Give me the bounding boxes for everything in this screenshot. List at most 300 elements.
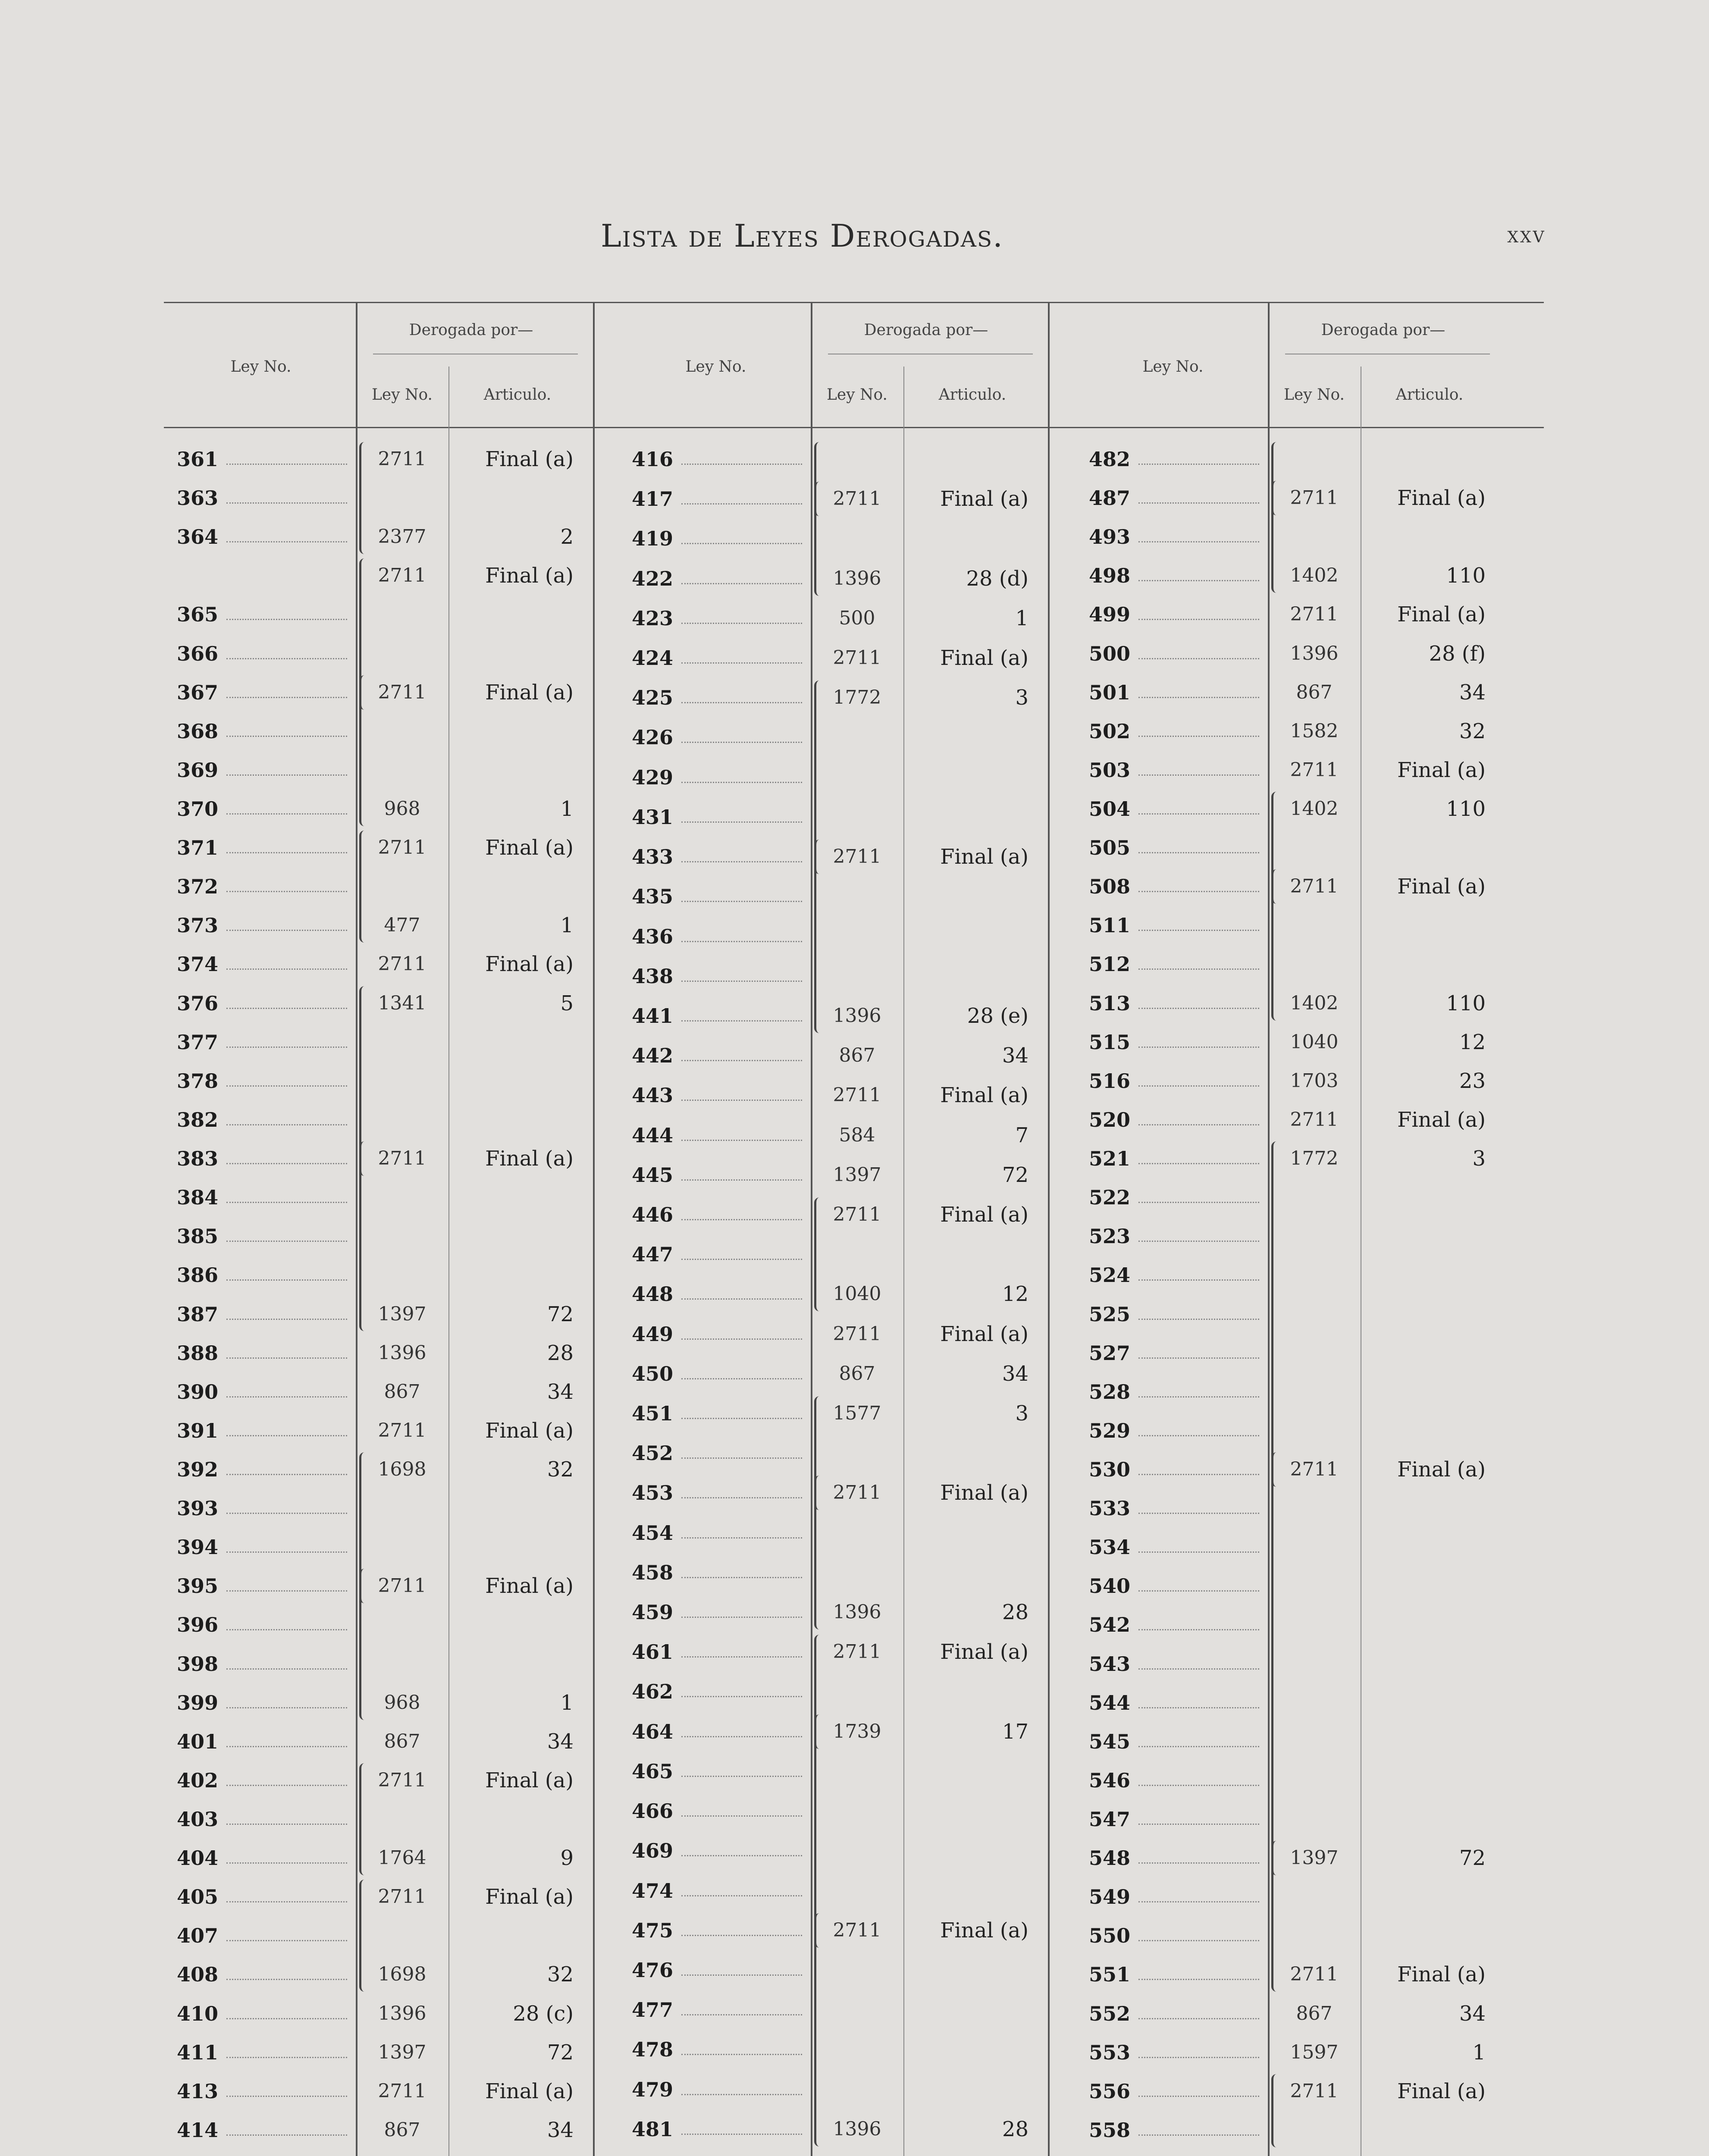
ley-number: 361 bbox=[177, 448, 219, 471]
ley-number: 419 bbox=[632, 527, 674, 551]
dot-leader bbox=[226, 1551, 347, 1553]
ley-number: 508 bbox=[1089, 875, 1131, 899]
dot-leader bbox=[1138, 1396, 1259, 1398]
ley-number: 378 bbox=[177, 1069, 219, 1093]
dot-leader bbox=[1138, 1707, 1259, 1708]
ley-number: 401 bbox=[177, 1730, 219, 1753]
ley-number: 373 bbox=[177, 914, 219, 937]
dot-leader bbox=[681, 543, 802, 544]
ley-number: 512 bbox=[1089, 953, 1131, 976]
derogating-ley: 500 bbox=[839, 607, 875, 629]
derogating-ley: 2711 bbox=[1290, 2080, 1339, 2102]
dot-leader bbox=[226, 1008, 347, 1009]
derogating-ley: 1402 bbox=[1290, 564, 1339, 587]
ley-number: 482 bbox=[1089, 448, 1131, 471]
articulo-value: 34 bbox=[1459, 2001, 1486, 2026]
dot-leader bbox=[1138, 2057, 1259, 2058]
ley-number: 450 bbox=[632, 1362, 674, 1385]
header-ley-no: Ley No. bbox=[1142, 358, 1204, 376]
articulo-value: 1 bbox=[1015, 606, 1029, 630]
derogating-ley: 1396 bbox=[833, 2118, 881, 2140]
ley-number: 547 bbox=[1089, 1807, 1131, 1831]
dot-leader bbox=[681, 1140, 802, 1141]
group-separator bbox=[593, 302, 595, 2156]
dot-leader bbox=[226, 2096, 347, 2097]
dot-leader bbox=[226, 1279, 347, 1281]
ley-number: 502 bbox=[1089, 719, 1131, 743]
derogating-ley: 2711 bbox=[1290, 1108, 1339, 1131]
ley-number: 425 bbox=[632, 686, 674, 710]
derogating-ley: 2711 bbox=[833, 1322, 881, 1345]
ley-number: 523 bbox=[1089, 1225, 1131, 1248]
dot-leader bbox=[226, 1163, 347, 1164]
derogating-ley: 477 bbox=[384, 914, 420, 937]
grouping-brace bbox=[814, 1197, 822, 1311]
derogating-ley: 968 bbox=[384, 1691, 420, 1714]
ley-number: 382 bbox=[177, 1108, 219, 1131]
dot-leader bbox=[1138, 1513, 1259, 1514]
dot-leader bbox=[1138, 1629, 1259, 1630]
dot-leader bbox=[226, 1396, 347, 1398]
dot-leader bbox=[226, 1319, 347, 1320]
derogating-ley: 1402 bbox=[1290, 992, 1339, 1014]
ley-number: 545 bbox=[1089, 1730, 1131, 1753]
ley-number: 410 bbox=[177, 2002, 219, 2025]
dot-leader bbox=[681, 1935, 802, 1936]
ley-number: 551 bbox=[1089, 1963, 1131, 1987]
dot-leader bbox=[681, 1259, 802, 1260]
derogating-ley: 1739 bbox=[833, 1720, 881, 1742]
ley-number: 454 bbox=[632, 1521, 674, 1545]
dot-leader bbox=[1138, 1124, 1259, 1125]
derogating-ley: 1040 bbox=[1290, 1031, 1339, 1053]
dot-leader bbox=[681, 623, 802, 624]
dot-leader bbox=[681, 861, 802, 862]
derogating-ley: 867 bbox=[384, 1730, 420, 1752]
derogating-ley: 2711 bbox=[833, 1919, 881, 1941]
derogating-ley: 1703 bbox=[1290, 1069, 1339, 1092]
ley-number: 383 bbox=[177, 1147, 219, 1171]
grouping-brace bbox=[359, 1569, 367, 1720]
dot-leader bbox=[226, 1124, 347, 1125]
dot-leader bbox=[681, 1815, 802, 1817]
ley-number: 528 bbox=[1089, 1380, 1131, 1404]
articulo-value: 12 bbox=[1459, 1030, 1486, 1054]
header-derogada-por: Derogada por— bbox=[864, 321, 988, 339]
ley-number: 366 bbox=[177, 642, 219, 665]
ley-number: 364 bbox=[177, 525, 219, 549]
ley-number: 515 bbox=[1089, 1030, 1131, 1054]
derogating-ley: 1396 bbox=[833, 1601, 881, 1623]
dot-leader bbox=[681, 1736, 802, 1737]
header-sub-ley-no: Ley No. bbox=[372, 386, 433, 404]
ley-number: 386 bbox=[177, 1263, 219, 1287]
dot-leader bbox=[226, 1435, 347, 1436]
articulo-value: 2 bbox=[560, 525, 574, 549]
articulo-value: 12 bbox=[1002, 1282, 1029, 1307]
derogating-ley: 1577 bbox=[833, 1402, 881, 1425]
derogating-ley: 2711 bbox=[378, 1575, 426, 1597]
ley-number: 422 bbox=[632, 567, 674, 590]
grouping-brace bbox=[814, 1913, 822, 2147]
articulo-value: Final (a) bbox=[940, 1481, 1029, 1505]
dot-leader bbox=[681, 821, 802, 823]
ley-number: 553 bbox=[1089, 2040, 1131, 2064]
derogating-ley: 2711 bbox=[1290, 875, 1339, 898]
derogating-ley: 2711 bbox=[833, 647, 881, 669]
header-articulo: Articulo. bbox=[483, 386, 552, 404]
ley-number: 548 bbox=[1089, 1846, 1131, 1870]
dot-leader bbox=[681, 1497, 802, 1498]
derogating-ley: 867 bbox=[839, 1044, 875, 1067]
dot-leader bbox=[681, 1100, 802, 1101]
ley-number: 404 bbox=[177, 1846, 219, 1870]
articulo-value: Final (a) bbox=[940, 1322, 1029, 1346]
grouping-brace bbox=[1271, 1141, 1279, 1487]
derogating-ley: 584 bbox=[839, 1124, 875, 1146]
ley-number: 522 bbox=[1089, 1186, 1131, 1210]
articulo-value: 3 bbox=[1015, 686, 1029, 710]
articulo-value: Final (a) bbox=[1397, 2079, 1486, 2103]
articulo-value: 3 bbox=[1472, 1147, 1486, 1171]
articulo-value: Final (a) bbox=[485, 952, 574, 977]
derogating-ley: 1396 bbox=[1290, 642, 1339, 664]
header-articulo: Articulo. bbox=[938, 386, 1007, 404]
derogating-ley: 1396 bbox=[378, 1341, 426, 1364]
articulo-value: 28 bbox=[547, 1341, 574, 1365]
dot-leader bbox=[681, 662, 802, 664]
derogating-ley: 2711 bbox=[1290, 1963, 1339, 1986]
header-sub-ley-no: Ley No. bbox=[827, 386, 887, 404]
dot-leader bbox=[1138, 1008, 1259, 1009]
dot-leader bbox=[681, 1696, 802, 1697]
dot-leader bbox=[226, 2018, 347, 2019]
ley-number: 530 bbox=[1089, 1457, 1131, 1481]
ley-number: 446 bbox=[632, 1203, 674, 1226]
articulo-value: Final (a) bbox=[485, 680, 574, 705]
dot-leader bbox=[226, 852, 347, 853]
dot-leader bbox=[1138, 1279, 1259, 1281]
derogating-ley: 1772 bbox=[833, 686, 881, 709]
dot-leader bbox=[1138, 1785, 1259, 1786]
dot-leader bbox=[1138, 891, 1259, 892]
articulo-value: 28 (d) bbox=[966, 566, 1029, 591]
ley-number: 376 bbox=[177, 991, 219, 1015]
dot-leader bbox=[1138, 1551, 1259, 1553]
ley-number: 479 bbox=[632, 2078, 674, 2101]
dot-leader bbox=[226, 774, 347, 776]
dot-leader bbox=[681, 1298, 802, 1300]
grouping-brace bbox=[814, 1714, 822, 1948]
articulo-value: 3 bbox=[1015, 1401, 1029, 1426]
dot-leader bbox=[226, 619, 347, 620]
dot-leader bbox=[681, 1855, 802, 1856]
ley-number: 540 bbox=[1089, 1574, 1131, 1598]
ley-number: 399 bbox=[177, 1691, 219, 1714]
ley-number: 533 bbox=[1089, 1497, 1131, 1520]
dot-leader bbox=[681, 1457, 802, 1459]
ley-number: 435 bbox=[632, 885, 674, 909]
derogating-ley: 1402 bbox=[1290, 798, 1339, 820]
derogating-ley: 1597 bbox=[1290, 2041, 1339, 2063]
ley-number: 466 bbox=[632, 1799, 674, 1823]
dot-leader bbox=[681, 1776, 802, 1777]
dot-leader bbox=[1138, 541, 1259, 542]
derogating-ley: 1698 bbox=[378, 1458, 426, 1480]
derogating-ley: 2711 bbox=[833, 1203, 881, 1225]
ley-number: 368 bbox=[177, 719, 219, 743]
dot-leader bbox=[1138, 2096, 1259, 2097]
dot-leader bbox=[226, 736, 347, 737]
ley-number: 395 bbox=[177, 1574, 219, 1598]
ley-number: 391 bbox=[177, 1419, 219, 1442]
dot-leader bbox=[1138, 930, 1259, 931]
ley-number: 459 bbox=[632, 1601, 674, 1624]
header-articulo: Articulo. bbox=[1395, 386, 1464, 404]
dot-leader bbox=[226, 1202, 347, 1203]
dot-leader bbox=[1138, 697, 1259, 698]
ley-number: 438 bbox=[632, 964, 674, 988]
ley-number: 464 bbox=[632, 1720, 674, 1743]
dot-leader bbox=[226, 1824, 347, 1825]
ley-number: 552 bbox=[1089, 2002, 1131, 2025]
grouping-brace bbox=[359, 1880, 367, 1992]
grouping-brace bbox=[359, 675, 367, 826]
grouping-brace bbox=[1271, 1452, 1279, 1875]
dot-leader bbox=[1138, 1901, 1259, 1902]
articulo-value: 1 bbox=[560, 1690, 574, 1715]
ley-number: 516 bbox=[1089, 1069, 1131, 1093]
articulo-value: Final (a) bbox=[485, 564, 574, 588]
dot-leader bbox=[681, 1219, 802, 1220]
ley-number: 474 bbox=[632, 1879, 674, 1902]
dot-leader bbox=[681, 941, 802, 942]
derogating-ley: 2711 bbox=[378, 564, 426, 587]
dot-leader bbox=[681, 702, 802, 703]
dot-leader bbox=[226, 658, 347, 659]
articulo-value: Final (a) bbox=[485, 1147, 574, 1171]
grouping-brace bbox=[1271, 869, 1279, 1020]
ley-number: 499 bbox=[1089, 603, 1131, 627]
derogating-ley: 2711 bbox=[378, 448, 426, 470]
ley-number: 501 bbox=[1089, 680, 1131, 704]
dot-leader bbox=[681, 1338, 802, 1340]
dot-leader bbox=[1138, 1668, 1259, 1670]
header-derogada-por: Derogada por— bbox=[409, 321, 533, 339]
ley-number: 387 bbox=[177, 1302, 219, 1326]
articulo-value: 28 (f) bbox=[1429, 641, 1486, 666]
ley-number: 546 bbox=[1089, 1768, 1131, 1792]
dot-leader bbox=[226, 1513, 347, 1514]
articulo-value: Final (a) bbox=[1397, 1107, 1486, 1132]
derogating-ley: 1396 bbox=[378, 2002, 426, 2024]
articulo-value: 1 bbox=[560, 913, 574, 938]
ley-number: 556 bbox=[1089, 2079, 1131, 2103]
dot-leader bbox=[681, 1020, 802, 1022]
dot-leader bbox=[1138, 580, 1259, 581]
dot-leader bbox=[226, 891, 347, 892]
dot-leader bbox=[1138, 968, 1259, 970]
ley-number: 465 bbox=[632, 1759, 674, 1783]
dot-leader bbox=[1138, 1862, 1259, 1864]
grouping-brace bbox=[359, 830, 367, 943]
ley-number: 476 bbox=[632, 1958, 674, 1982]
ley-number: 558 bbox=[1089, 2118, 1131, 2142]
ley-number: 371 bbox=[177, 836, 219, 860]
dot-leader bbox=[1138, 502, 1259, 504]
dot-leader bbox=[681, 901, 802, 902]
derogating-ley: 2711 bbox=[1290, 603, 1339, 626]
dot-leader bbox=[681, 981, 802, 982]
ley-number: 417 bbox=[632, 487, 674, 511]
ley-number: 529 bbox=[1089, 1419, 1131, 1442]
dot-leader bbox=[226, 1629, 347, 1630]
ley-number: 452 bbox=[632, 1442, 674, 1465]
ley-number: 363 bbox=[177, 486, 219, 510]
derogating-ley: 2377 bbox=[378, 526, 426, 548]
derogating-ley: 2711 bbox=[1290, 1458, 1339, 1480]
ley-number: 394 bbox=[177, 1536, 219, 1559]
articulo-value: 1 bbox=[1472, 2040, 1486, 2065]
dot-leader bbox=[226, 1357, 347, 1359]
dot-leader bbox=[226, 930, 347, 931]
articulo-value: 72 bbox=[1459, 1846, 1486, 1871]
ley-number: 429 bbox=[632, 765, 674, 789]
dot-leader bbox=[226, 2057, 347, 2058]
ley-number: 527 bbox=[1089, 1341, 1131, 1365]
ley-number: 377 bbox=[177, 1030, 219, 1054]
derogating-ley: 2711 bbox=[378, 953, 426, 975]
ley-number: 423 bbox=[632, 606, 674, 630]
ley-number: 405 bbox=[177, 1885, 219, 1909]
header-bottom-rule bbox=[164, 427, 1544, 428]
ley-number: 369 bbox=[177, 758, 219, 782]
derogating-ley: 867 bbox=[384, 2118, 420, 2141]
articulo-value: 17 bbox=[1002, 1719, 1029, 1744]
dot-leader bbox=[226, 697, 347, 698]
dot-leader bbox=[226, 1474, 347, 1475]
dot-leader bbox=[681, 1179, 802, 1181]
articulo-value: Final (a) bbox=[1397, 1962, 1486, 1987]
grouping-brace bbox=[359, 1763, 367, 1875]
derogating-ley: 2711 bbox=[833, 1084, 881, 1106]
articulo-value: 34 bbox=[547, 1379, 574, 1404]
ley-number: 477 bbox=[632, 1998, 674, 2022]
dot-leader bbox=[1138, 1979, 1259, 1980]
dot-leader bbox=[681, 1577, 802, 1578]
dot-leader bbox=[1138, 2018, 1259, 2019]
articulo-value: 1 bbox=[560, 797, 574, 821]
derogating-ley: 867 bbox=[1296, 681, 1333, 703]
dot-leader bbox=[681, 1895, 802, 1896]
derogating-ley: 1698 bbox=[378, 1963, 426, 1986]
dot-leader bbox=[226, 813, 347, 815]
ley-number: 487 bbox=[1089, 486, 1131, 510]
articulo-value: 34 bbox=[1002, 1044, 1029, 1068]
articulo-value: Final (a) bbox=[485, 2079, 574, 2103]
header-sub-ley-no: Ley No. bbox=[1284, 386, 1345, 404]
dot-leader bbox=[681, 464, 802, 465]
derogating-ley: 2711 bbox=[378, 1886, 426, 1908]
dot-leader bbox=[1138, 1319, 1259, 1320]
dot-leader bbox=[226, 1862, 347, 1864]
dot-leader bbox=[1138, 1474, 1259, 1475]
ley-number: 461 bbox=[632, 1640, 674, 1664]
ley-number: 414 bbox=[177, 2118, 219, 2142]
articulo-value: 32 bbox=[547, 1457, 574, 1482]
articulo-value: 7 bbox=[1015, 1123, 1029, 1147]
articulo-value: 28 bbox=[1002, 1600, 1029, 1625]
ley-number: 384 bbox=[177, 1186, 219, 1210]
dot-leader bbox=[226, 1785, 347, 1786]
derogating-ley: 1582 bbox=[1290, 720, 1339, 742]
dot-leader bbox=[1138, 852, 1259, 853]
ley-number: 424 bbox=[632, 646, 674, 670]
dot-leader bbox=[1138, 1241, 1259, 1242]
dot-leader bbox=[681, 2134, 802, 2135]
articulo-value: Final (a) bbox=[940, 1202, 1029, 1227]
ley-number: 407 bbox=[177, 1924, 219, 1948]
ley-number: 481 bbox=[632, 2117, 674, 2141]
ley-number: 449 bbox=[632, 1322, 674, 1346]
derogating-ley: 2711 bbox=[378, 1769, 426, 1791]
ley-number: 505 bbox=[1089, 836, 1131, 860]
derogating-ley: 1396 bbox=[833, 567, 881, 589]
ley-number: 448 bbox=[632, 1282, 674, 1306]
dot-leader bbox=[1138, 658, 1259, 659]
articulo-value: 9 bbox=[560, 1846, 574, 1871]
articulo-value: Final (a) bbox=[940, 487, 1029, 511]
ley-number: 549 bbox=[1089, 1885, 1131, 1909]
grouping-brace bbox=[1271, 481, 1279, 593]
grouping-brace bbox=[1271, 1841, 1279, 1992]
dot-leader bbox=[1138, 813, 1259, 815]
dot-leader bbox=[1138, 736, 1259, 737]
grouping-brace bbox=[359, 442, 367, 554]
ley-number: 408 bbox=[177, 1963, 219, 1987]
ley-number: 392 bbox=[177, 1457, 219, 1481]
articulo-value: 34 bbox=[1459, 680, 1486, 705]
grouping-brace bbox=[814, 482, 822, 595]
dot-leader bbox=[1138, 1435, 1259, 1436]
articulo-value: 28 bbox=[1002, 2117, 1029, 2141]
dot-leader bbox=[681, 2014, 802, 2015]
derogating-ley: 2711 bbox=[1290, 758, 1339, 781]
ley-number: 511 bbox=[1089, 914, 1131, 937]
dot-leader bbox=[681, 583, 802, 584]
articulo-value: 34 bbox=[547, 2118, 574, 2142]
dot-leader bbox=[1138, 2134, 1259, 2136]
ley-number: 396 bbox=[177, 1613, 219, 1637]
derogating-ley: 2711 bbox=[833, 1641, 881, 1663]
ley-number: 445 bbox=[632, 1163, 674, 1187]
ley-number: 447 bbox=[632, 1243, 674, 1266]
derogating-ley: 968 bbox=[384, 798, 420, 820]
dot-leader bbox=[226, 1241, 347, 1242]
derogating-ley: 2711 bbox=[378, 1419, 426, 1442]
articulo-value: Final (a) bbox=[1397, 758, 1486, 782]
articulo-value: Final (a) bbox=[940, 845, 1029, 869]
articulo-value: 28 (c) bbox=[513, 2001, 574, 2026]
ley-number: 543 bbox=[1089, 1652, 1131, 1676]
ley-number: 524 bbox=[1089, 1263, 1131, 1287]
dot-leader bbox=[681, 2094, 802, 2095]
ley-number: 542 bbox=[1089, 1613, 1131, 1637]
articulo-value: 110 bbox=[1446, 991, 1486, 1015]
derogating-ley: 867 bbox=[384, 1380, 420, 1403]
ley-number: 534 bbox=[1089, 1536, 1131, 1559]
articulo-value: Final (a) bbox=[940, 1640, 1029, 1664]
